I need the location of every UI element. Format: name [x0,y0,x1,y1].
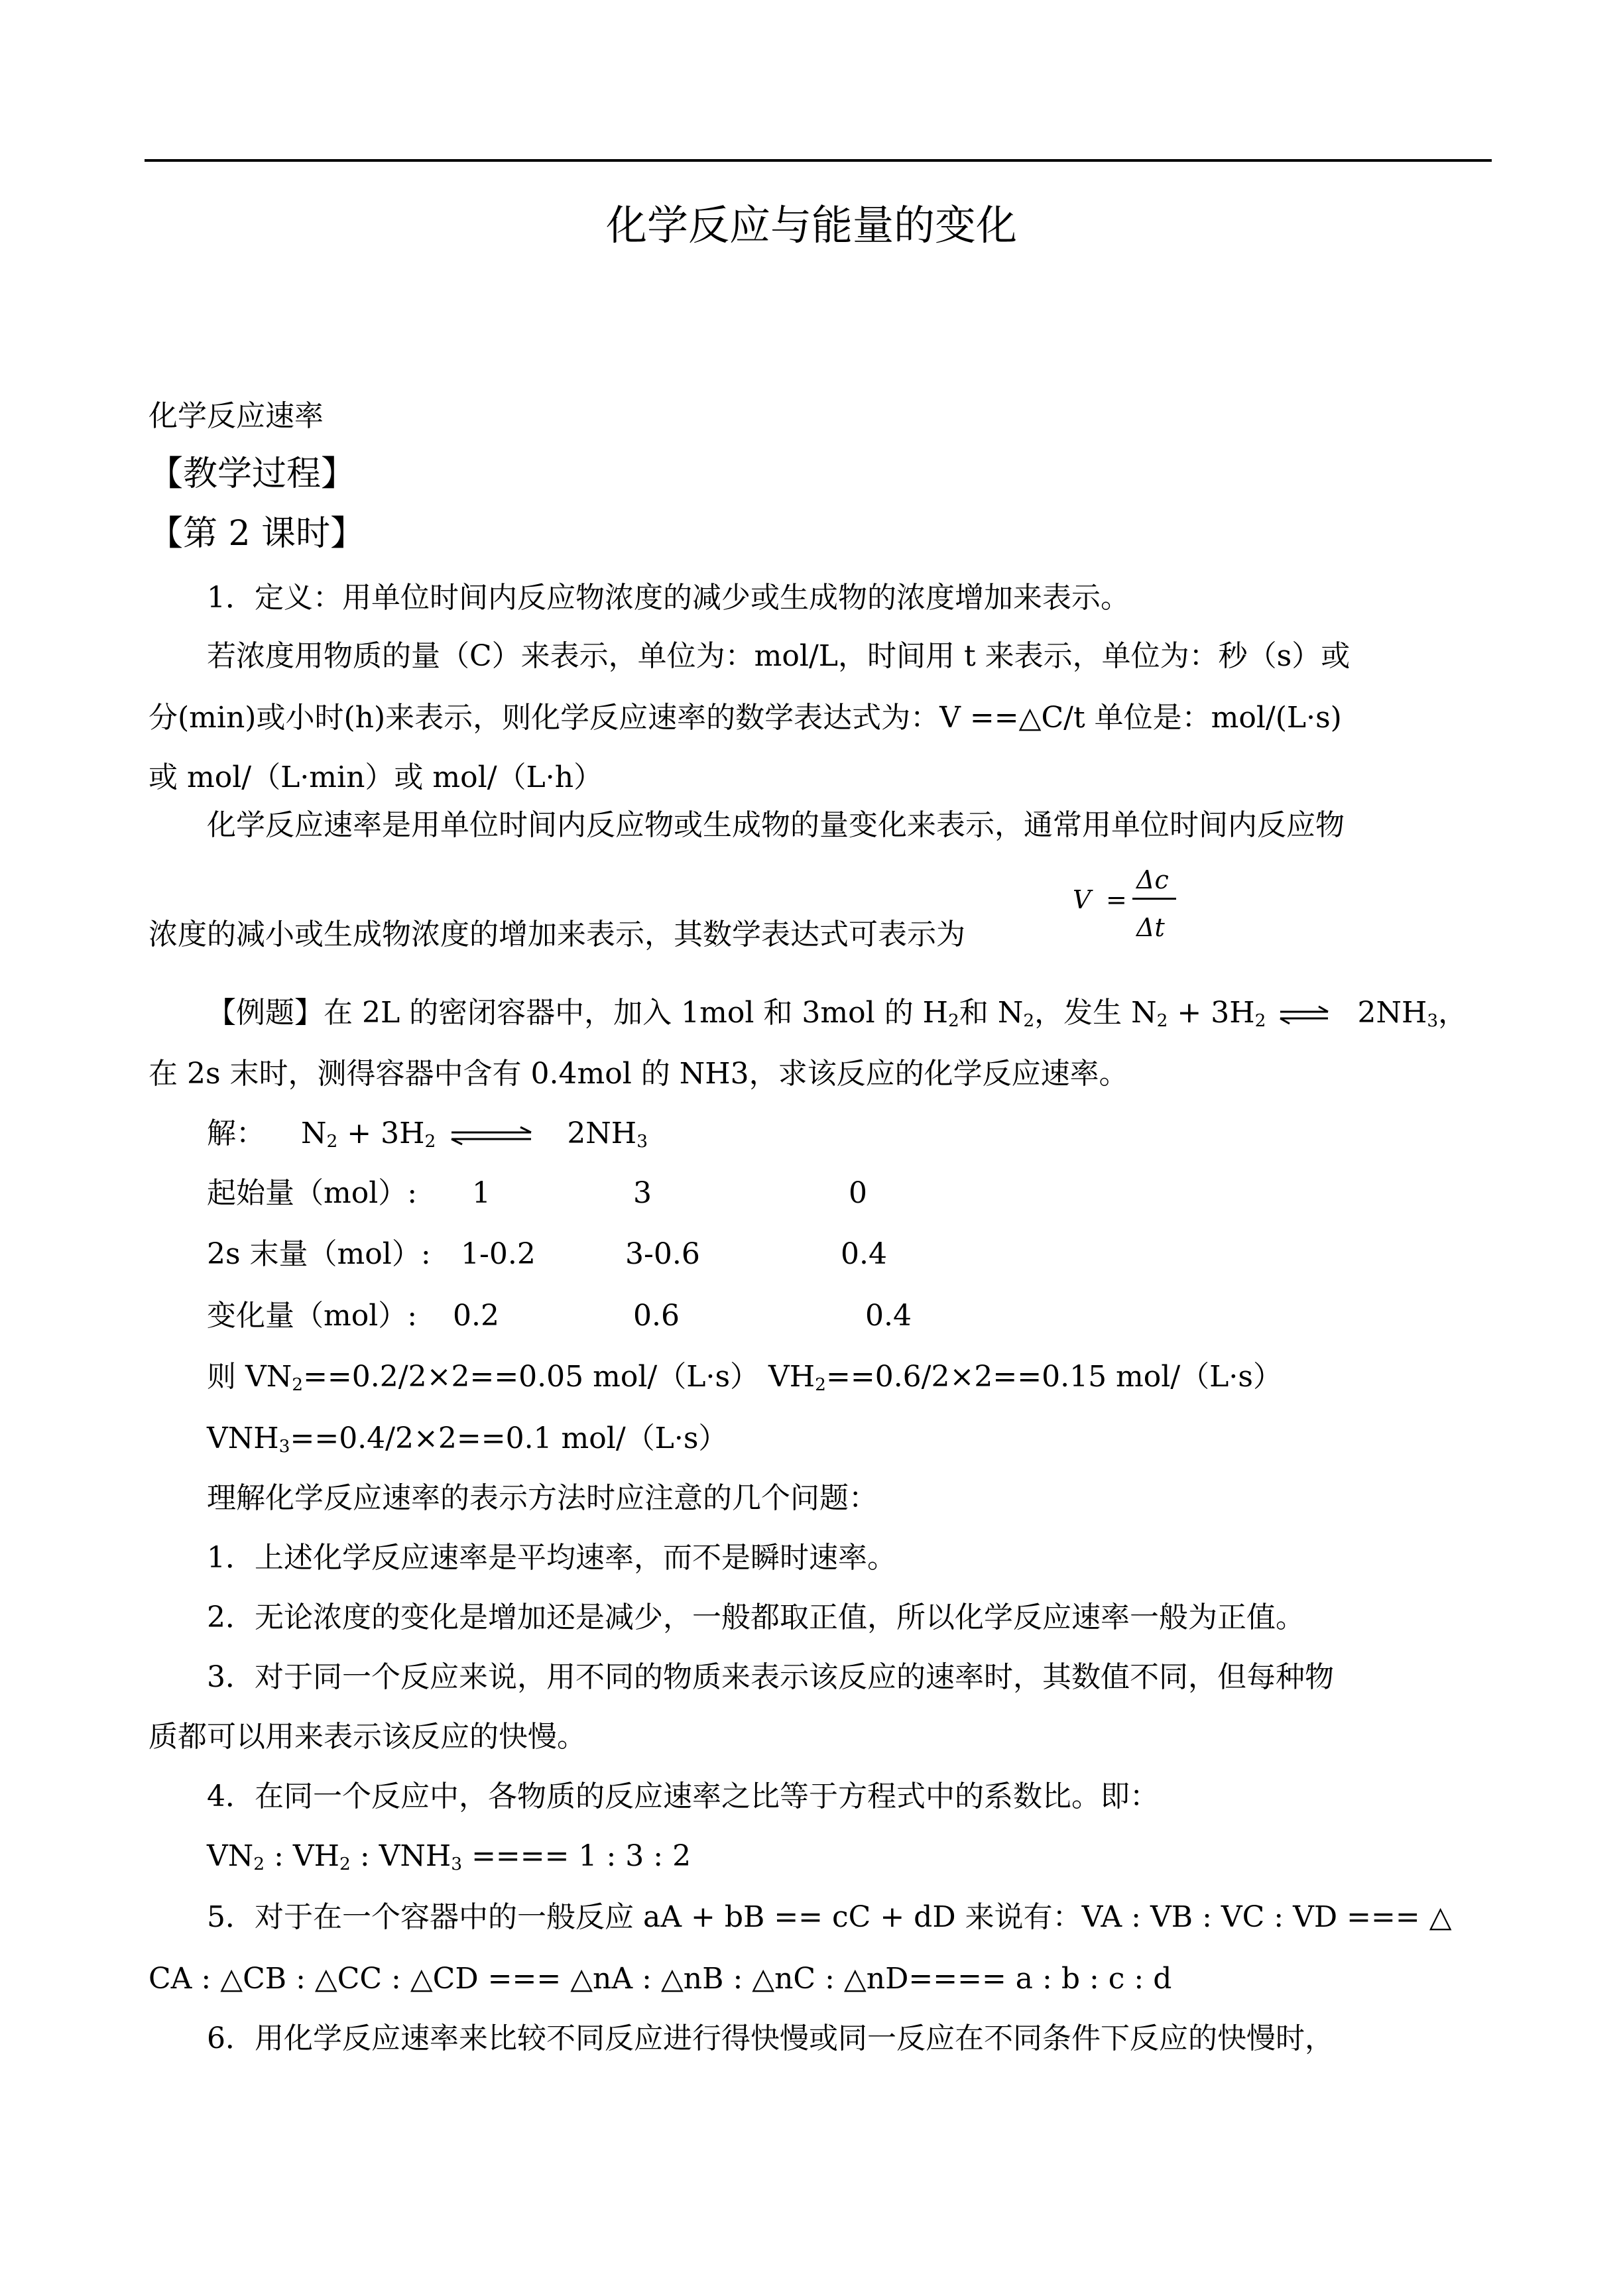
example-text-f: ， [1438,996,1468,1030]
solution-n2: N [301,1117,327,1150]
example-line1 [207,993,1467,1041]
rate-results-line1 [207,1357,1282,1405]
subscript: 2 [292,1374,304,1395]
equilibrium-arrow-icon [1275,1005,1348,1025]
example-text-d: + 3H [1168,996,1255,1030]
note-1: 1．上述化学反应速率是平均速率，而不是瞬时速率。 [207,1541,896,1575]
formula-lhs: V [1073,885,1091,914]
solution-label: 解： [207,1117,265,1150]
subscript: 2 [948,1010,959,1031]
example-label: 【例题】 [207,996,324,1030]
note-6: 6．用化学反应速率来比较不同反应进行得快慢或同一反应在不同条件下反应的快慢时， [207,2022,1334,2055]
note-5-line1: 5．对于在一个容器中的一般反应 aA + bB == cC + dD 来说有：VA : VB : VC : VD === △ [207,1900,1452,1934]
note-4: 4．在同一个反应中，各物质的反应速率之比等于方程式中的系数比。即： [207,1780,1159,1813]
note-2: 2．无论浓度的变化是增加还是减少，一般都取正值，所以化学反应速率一般为正值。 [207,1601,1305,1634]
solution-h2: + 3H [337,1117,425,1150]
row-value: 3-0.6 [625,1237,700,1271]
equilibrium-arrow-icon [445,1126,544,1146]
ratio-text: ==== 1 : 3 : 2 [462,1839,691,1873]
subscript: 3 [278,1435,290,1457]
subscript: 3 [451,1853,463,1874]
example-text-c: ，发生 N [1034,996,1157,1030]
para2-line1: 化学反应速率是用单位时间内反应物或生成物的量变化来表示，通常用单位时间内反应物 [207,808,1345,842]
section-label: 化学反应速率 [149,399,324,433]
example-text-a: 在 2L 的密闭容器中，加入 1mol 和 3mol 的 H [324,996,949,1030]
example-text-e: 2NH [1357,996,1427,1030]
ratio-line [207,1837,691,1884]
row-label: 2s 末量（mol）: [207,1237,431,1271]
row-value: 0.2 [453,1299,499,1333]
subscript: 2 [339,1853,351,1874]
rate-results-line2 [207,1419,727,1467]
subscript: 2 [1254,1010,1266,1031]
header-rule [145,159,1492,162]
rate-text: ==0.2/2×2==0.05 mol/（L·s） VH [303,1360,815,1394]
rate-text: ==0.4/2×2==0.1 mol/（L·s） [290,1421,728,1455]
row-value: 0 [849,1176,867,1210]
heading-lesson: 【第 2 课时】 [149,514,365,554]
para1-line2: 分(min)或小时(h)来表示，则化学反应速率的数学表达式为：V ==△C/t 单位是：mol/(L·s) [149,701,1342,735]
subscript: 2 [424,1130,436,1152]
para2-line2: 浓度的减小或生成物浓度的增加来表示，其数学表达式可表示为 [149,918,965,951]
notes-intro: 理解化学反应速率的表示方法时应注意的几个问题： [207,1481,878,1515]
formula-denominator: Δt [1136,913,1165,942]
solution-equation [207,1114,648,1162]
formula-equals: = [1106,885,1127,914]
row-value: 3 [633,1176,652,1210]
para1-line3: 或 mol/（L·min）或 mol/（L·h） [149,760,603,794]
example-line2: 在 2s 末时，测得容器中含有 0.4mol 的 NH3，求该反应的化学反应速率。 [149,1057,1128,1091]
row-label: 变化量（mol）: [207,1299,418,1333]
solution-nh3: 2NH [567,1117,637,1150]
heading-teaching-process: 【教学过程】 [149,454,356,494]
rate-text: 则 VN [207,1360,292,1394]
row-value: 1-0.2 [461,1237,536,1271]
row-value: 0.4 [865,1299,912,1333]
row-value: 0.6 [633,1299,680,1333]
row-label: 起始量（mol）: [207,1176,418,1210]
ratio-text: : VNH [350,1839,451,1873]
rate-text: VNH [207,1421,279,1455]
subscript: 2 [1156,1010,1168,1031]
subscript: 2 [326,1130,338,1152]
subscript: 3 [1427,1010,1439,1031]
para1-line1: 若浓度用物质的量（C）来表示，单位为：mol/L，时间用 t 来表示，单位为：秒（s）或 [207,639,1351,673]
formula-numerator: Δc [1136,865,1169,894]
definition: 1．定义：用单位时间内反应物浓度的减少或生成物的浓度增加来表示。 [207,581,1130,615]
ratio-text: VN [207,1839,254,1873]
example-text-b: 和 N [959,996,1024,1030]
subscript: 2 [1023,1010,1035,1031]
subscript: 2 [253,1853,265,1874]
note-3-line2: 质都可以用来表示该反应的快慢。 [149,1720,586,1754]
row-value: 0.4 [841,1237,887,1271]
row-value: 1 [472,1176,491,1210]
subscript: 2 [815,1374,826,1395]
note-3-line1: 3．对于同一个反应来说，用不同的物质来表示该反应的速率时，其数值不同，但每种物 [207,1660,1334,1694]
fraction-bar [1132,898,1176,900]
ratio-text: : VH [265,1839,340,1873]
rate-text: ==0.6/2×2==0.15 mol/（L·s） [825,1360,1282,1394]
note-5-line2: CA : △CB : △CC : △CD === △nA : △nB : △nC : △nD==== a : b : c : d [149,1962,1172,1996]
page-title: 化学反应与能量的变化 [605,201,1017,249]
subscript: 3 [636,1130,648,1152]
